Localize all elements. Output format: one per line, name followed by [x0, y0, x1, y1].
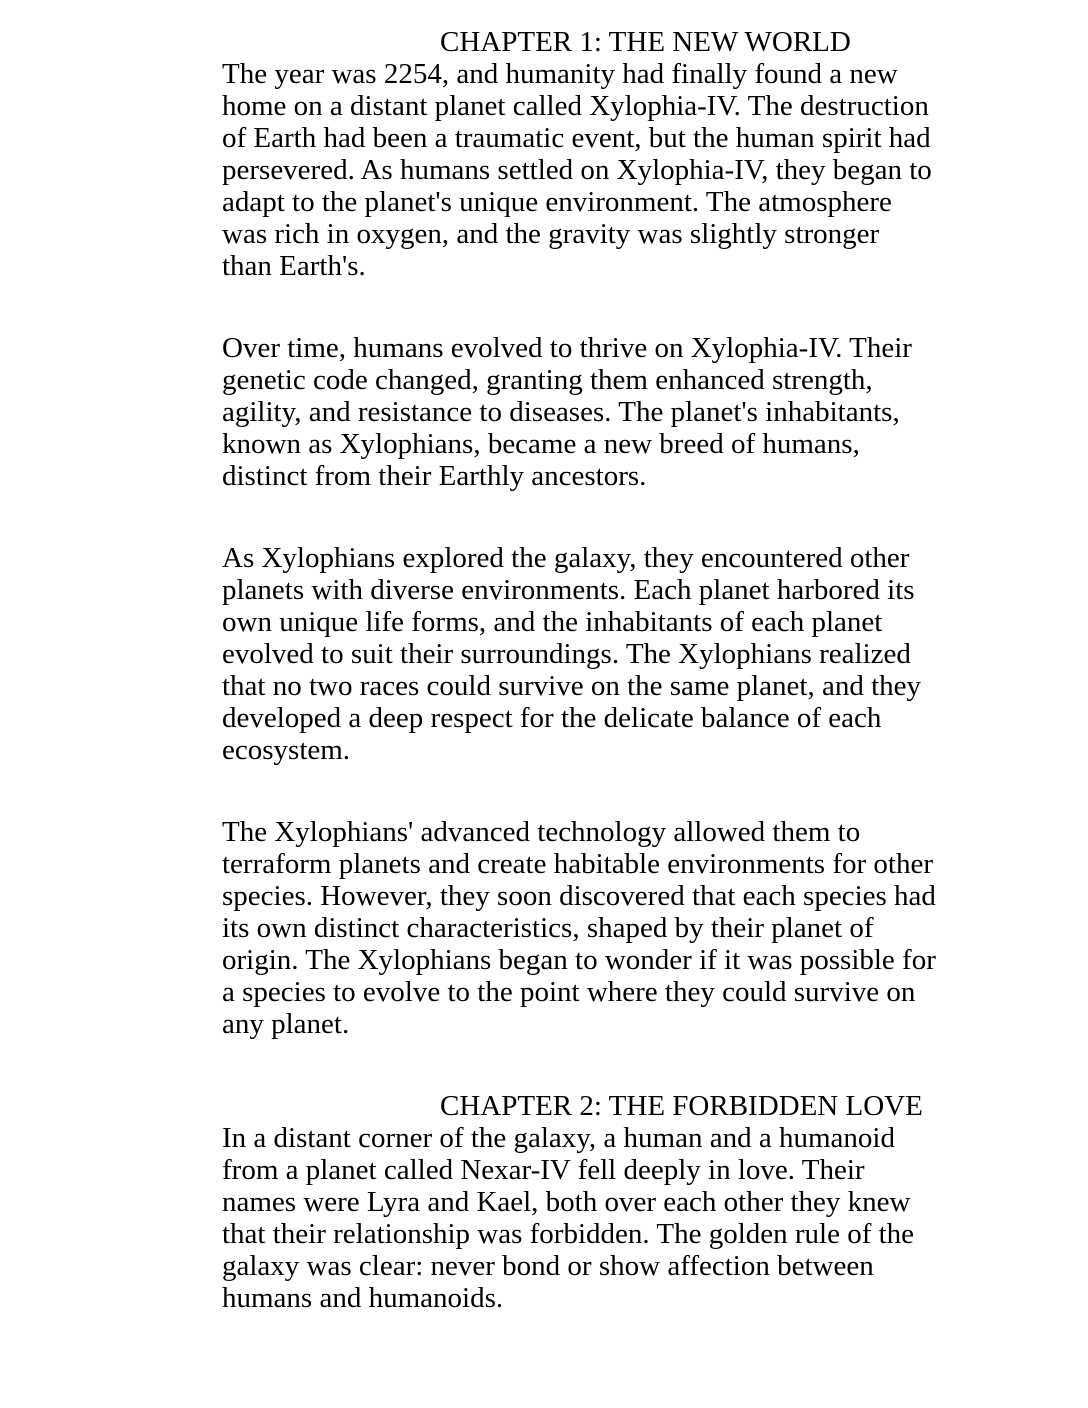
chapter-1-heading: CHAPTER 1: THE NEW WORLD — [440, 26, 851, 58]
document-page — [222, 26, 936, 1314]
chapter-1-paragraph-3: As Xylophians explored the galaxy, they encountered other planets with diverse environments. Each planet harbored its own unique life forms, and the inhabitants of each planet evolved to suit their surroundings. The Xylophians realized that no two races could survive on the same planet, and they developed a deep respect for the delicate balance of each ecosystem. — [222, 542, 922, 766]
chapter-1-paragraph-1: The year was 2254, and humanity had finally found a new home on a distant planet called Xylophia-IV. The destruction of Earth had been a traumatic event, but the human spirit had persevered. As humans settled on Xylophia-IV, they began to adapt to the planet's unique environment. The atmosphere was rich in oxygen, and the gravity was slightly stronger than Earth's. — [222, 58, 932, 282]
chapter-2-paragraph-1: In a distant corner of the galaxy, a human and a humanoid from a planet called Nexar-IV fell deeply in love. Their names were Lyra and Kael, both over each other they knew that their relationship was forbidden. The golden rule of the galaxy was clear: never bond or show affection between humans and humanoids. — [222, 1122, 915, 1314]
chapter-1-paragraph-4: The Xylophians' advanced technology allowed them to terraform planets and create habitable environments for other species. However, they soon discovered that each species had its own distinct characteristics, shaped by their planet of origin. The Xylophians began to wonder if it was possible for a species to evolve to the point where they could survive on any planet. — [222, 816, 936, 1040]
chapter-2-heading: CHAPTER 2: THE FORBIDDEN LOVE — [440, 1090, 923, 1122]
chapter-1-paragraph-2: Over time, humans evolved to thrive on Xylophia-IV. Their genetic code changed, granting them enhanced strength, agility, and resistance to diseases. The planet's inhabitants, known as Xylophians, became a new breed of humans, distinct from their Earthly ancestors. — [222, 332, 912, 492]
